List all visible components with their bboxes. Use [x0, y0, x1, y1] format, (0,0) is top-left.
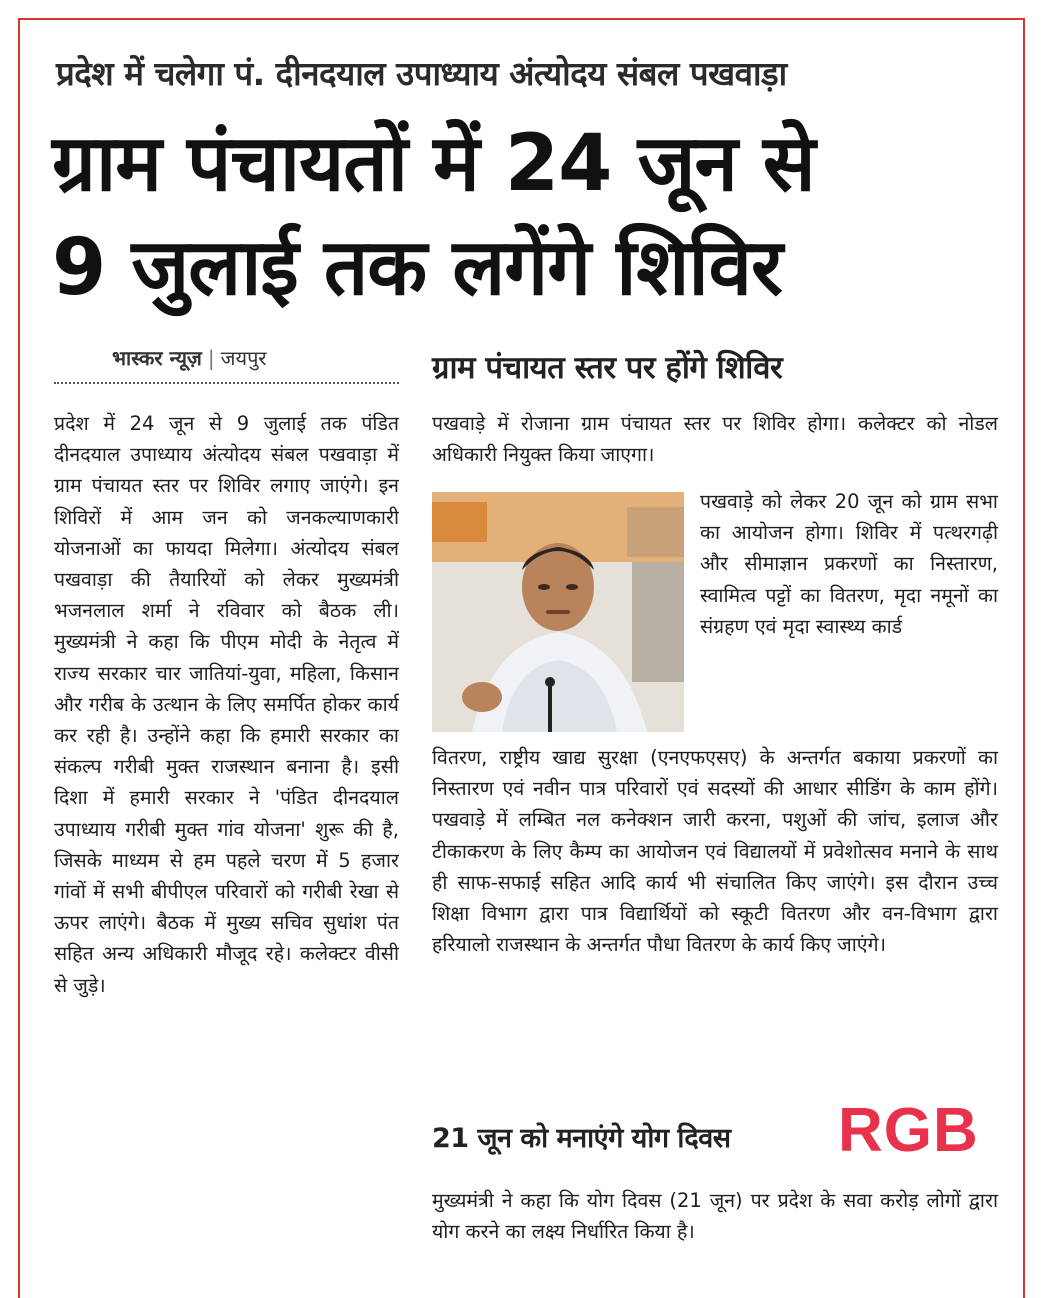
headline-line-2: 9 जुलाई तक लगेंगे शिविर — [52, 223, 782, 313]
headline-line-1: ग्राम पंचायतों में 24 जून से — [52, 119, 815, 209]
byline: भास्कर न्यूज़ | जयपुर — [112, 346, 267, 370]
right-column-closing: मुख्यमंत्री ने कहा कि योग दिवस (21 जून) पर प्रदेश के सवा करोड़ लोगों द्वारा योग करने का लक्ष्य निर्धारित किया है। — [432, 1189, 998, 1244]
kicker-headline: प्रदेश में चलेगा पं. दीनदयाल उपाध्याय अंत्योदय संबल पखवाड़ा — [56, 54, 787, 93]
main-headline — [52, 112, 1002, 320]
subhead-camps: ग्राम पंचायत स्तर पर होंगे शिविर — [432, 350, 783, 386]
byline-city: जयपुर — [220, 346, 267, 370]
left-column-text: प्रदेश में 24 जून से 9 जुलाई तक पंडित दीनदयाल उपाध्याय अंत्योदय संबल पखवाड़ा में ग्राम पंचायत स्तर पर शिविर लगाए जाएंगे। इन शिविरों में आम जन को जनकल्याणकारी योजनाओं का फायदा मिलेगा। अंत्योदय संबल पखवाड़ा की तैयारियों को लेकर मुख्यमंत्री भजनलाल शर्मा ने रविवार को बैठक ली। मुख्यमंत्री ने कहा कि पीएम मोदी के नेतृत्व में राज्य सरकार चार जातियां-युवा, महिला, किसान और गरीब के उत्थान के लिए समर्पित होकर कार्य कर रही है। उन्होंने कहा कि हमारी सरकार का संकल्प गरीबी मुक्त राजस्थान बनाना है। इसी दिशा में हमारी सरकार ने 'पंडित दीनदयाल उपाध्याय गरीबी मुक्त गांव योजना' शुरू की है, जिसके माध्यम से हम पहले चरण में 5 हजार गांवों में सभी बीपीएल परिवारों को गरीबी रेखा से ऊपर लाएंगे। बैठक में मुख्य सचिव सुधांश पंत सहित अन्य अधिकारी मौजूद रहे। कलेक्टर वीसी से जुड़े। — [54, 412, 399, 997]
right-column-text: वितरण, राष्ट्रीय खाद्य सुरक्षा (एनएफएसए) के अन्तर्गत बकाया प्रकरणों का निस्तारण एवं नवीन पात्र परिवारों एवं सदस्यों की आधार सीडिंग के काम होंगे। पखवाड़े में लम्बित नल कनेक्शन जारी करना, पशुओं की जांच, इलाज और टीकाकरण के लिए कैम्प का आयोजन एवं विद्यालयों में प्रवेशोत्सव मनाने के साथ ही साफ-सफाई सहित आदि कार्य भी संचालित किए जाएंगे। इस दौरान उच्च शिक्षा विभाग द्वारा पात्र विद्यार्थियों को स्कूटी वितरण और वन-विभाग द्वारा हरियालो राजस्थान के अन्तर्गत पौधा वितरण के कार्य किए जाएंगे। — [432, 746, 998, 957]
byline-divider — [54, 382, 399, 384]
right-column-wrapped-text: पखवाड़े को लेकर 20 जून को ग्राम सभा का आयोजन होगा। शिविर में पत्थरगढ़ी और सीमाज्ञान प्रकरणों का निस्तारण, स्वामित्व पट्टों का वितरण, मृदा नमूनों का संग्रहण एवं मृदा स्वास्थ्य कार्ड — [700, 490, 998, 638]
subhead-yoga-day: 21 जून को मनाएंगे योग दिवस — [432, 1123, 731, 1154]
photo-chief-minister — [432, 492, 684, 732]
watermark-rgb: RGB — [838, 1096, 979, 1165]
right-column-intro: पखवाड़े में रोजाना ग्राम पंचायत स्तर पर शिविर होगा। कलेक्टर को नोडल अधिकारी नियुक्त किया जाएगा। — [432, 412, 998, 467]
byline-source: भास्कर न्यूज़ — [112, 346, 202, 370]
